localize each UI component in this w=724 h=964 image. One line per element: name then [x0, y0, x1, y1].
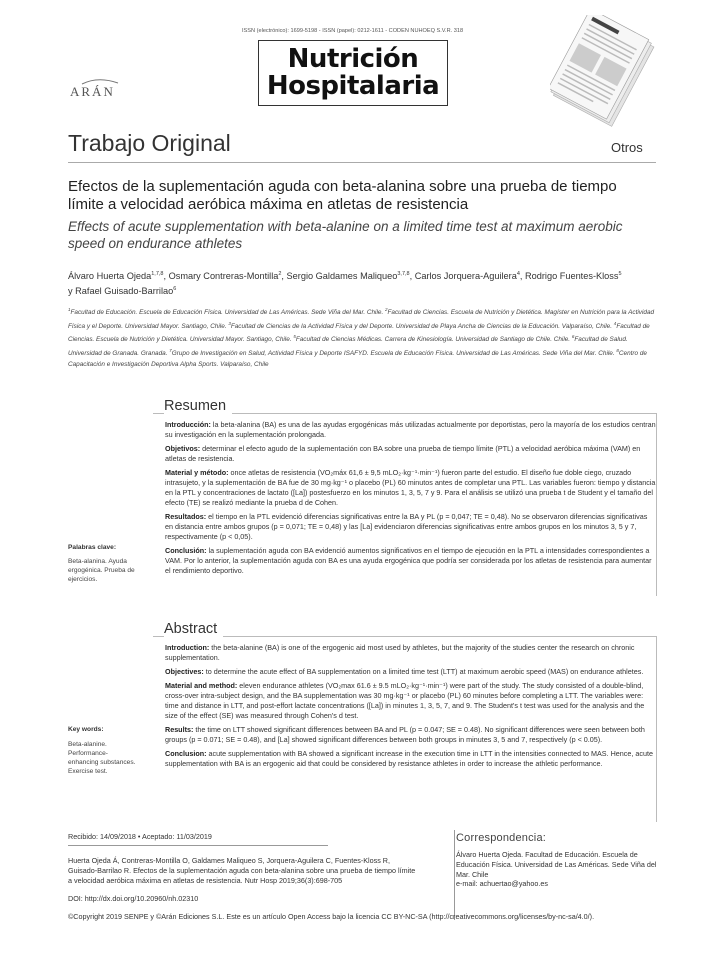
article-category: Otros [611, 140, 643, 155]
author-list: Álvaro Huerta Ojeda$^{1,7,8}$, Osmary Contreras-Montilla$^2$, Sergio Galdames Maliqueo$^{3,7,8}$, Carlos Jorquera-Aguilera$^4$, Rodrigo Fuentes-Kloss$^5$ y Rafael Guisado-Barrilao$^6$ [68, 271, 622, 297]
paragraph-text: acute supplementation with BA showed a significant increase in the execution time in LTT in the intensities connected to MAS. Hence, acute supplementation with BA is an ergogenic aid that could be considered by resistance athletes in order to increase the athletic performance. [165, 749, 653, 768]
paragraph-label: Conclusión: [165, 546, 207, 555]
resumen-heading: Resumen [164, 398, 232, 414]
journal-stack-thumbnail [550, 15, 660, 130]
abstract-body [165, 643, 657, 773]
citation: Huerta Ojeda Á, Contreras-Montilla O, Galdames Maliqueo S, Jorquera-Aguilera C, Fuentes-Kloss R, Guisado-Barrilao R. Efectos de la suplementación aguda con beta-alanina sobre una prueba de tiempo límite a velocidad aeróbica máxima en atletas de resistencia. Nutr Hosp 2019;36(3):698-705 [68, 856, 416, 885]
keywords-heading-en: Key words: [68, 726, 104, 733]
paragraph-text: the beta-alanine (BA) is one of the ergogenic aid most used by athletes, but the majority of the studies center the research on chronic supplementation. [165, 643, 635, 662]
correspondence-heading: Correspondencia: [456, 832, 547, 844]
affiliation-mark: 2 [385, 307, 388, 312]
paragraph-label: Introducción: [165, 420, 211, 429]
publisher-logo-text: ARÁN [70, 84, 115, 99]
journal-title-box [258, 40, 448, 106]
article-title-es: Efectos de la suplementación aguda con beta-alanina sobre una prueba de tiempo límite a velocidad aeróbica máxima en atletas de resistencia [68, 178, 617, 213]
paragraph-label: Objectives: [165, 667, 204, 676]
abstract-heading: Abstract [164, 621, 223, 637]
affiliation: Facultad de Educación. Escuela de Educación Física. Universidad de Las Américas. Sede Viña del Mar. Chile. [70, 309, 384, 317]
paragraph-text: the time on LTT showed significant differences between BA and PL (p = 0.047; SE = 0.48). No significant differences were seen between both groups (p = 0.071; SE = 0.48), and [La] showed significant differences between both groups in minutes 3, 5 and 7, respectively (p < 0.05). [165, 725, 645, 744]
paragraph-label: Introduction: [165, 643, 210, 652]
resumen-body [165, 420, 657, 580]
publisher-logo [68, 78, 132, 100]
abstract-paragraph [165, 667, 657, 677]
abstract-paragraph [165, 749, 657, 769]
affiliation-mark: 8 [616, 348, 619, 354]
abstract-paragraph [165, 681, 657, 721]
author-affiliation-mark: 1,7,8 [151, 271, 164, 277]
paragraph-label: Objetivos: [165, 444, 201, 453]
resumen-paragraph [165, 512, 657, 542]
correspondence-body [456, 850, 666, 889]
paragraph-text: determinar el efecto agudo de la suplementación con BA sobre una prueba de tiempo límite (PTL) a velocidad aeróbica máxima (VAM) en atletas de resistencia. [165, 444, 641, 463]
correspondence-email[interactable]: e-mail: achuertao@yahoo.es [456, 879, 548, 889]
author: Carlos Jorquera-Aguilera [414, 271, 517, 282]
affiliation-mark: 1 [68, 307, 71, 312]
affiliations [68, 305, 656, 370]
abstract-paragraph [165, 643, 657, 663]
author-affiliation-mark: 4 [516, 271, 520, 277]
author-affiliation-mark: 3,7,8 [397, 271, 410, 277]
paragraph-text: to determine the acute effect of BA supplementation on a limited time test (LTT) at maximum aerobic speed (MAS) on endurance athletes. [203, 667, 644, 676]
author-affiliation-mark: 2 [278, 271, 282, 277]
affiliation: Facultad de Ciencias de la Actividad Física y del Deporte. Universidad de Playa Ancha de Ciencias de la Educación. Valparaíso, Chile. [230, 322, 613, 330]
affiliation-mark: 3 [228, 320, 231, 326]
paragraph-text: el tiempo en la PTL evidenció diferencias significativas entre la BA y PL (p = 0,047; TE = 0,48). No se observaron diferencias significativas en distancia entre ambos grupos (p = 0,071; TE = 0,48) y las [La] evidenciaron diferencias significativas entre ambos grupos en los minutos 3, 5 y 7, respectivamente (p < 0,05). [165, 512, 648, 541]
author: Osmary Contreras-Montilla [168, 271, 279, 282]
footer-divider [68, 845, 328, 846]
doi-link[interactable]: DOI: http://dx.doi.org/10.20960/nh.02310 [68, 894, 199, 903]
author-affiliation-mark: 5 [618, 271, 622, 277]
resumen-paragraph [165, 546, 657, 576]
header-divider [68, 162, 656, 163]
author: Sergio Galdames Maliqueo [286, 271, 398, 282]
correspondence-address: Álvaro Huerta Ojeda. Facultad de Educación. Escuela de Educación Física. Universidad de Las Américas. Sede Viña del Mar. Chile [456, 850, 657, 879]
affiliation: Grupo de Investigación en Salud, Actividad Física y Deporte ISAFYD. Escuela de Educación Física. Universidad de Las Américas. Sede Viña del Mar. Chile. [171, 350, 615, 358]
paragraph-label: Material and method: [165, 681, 238, 690]
author: Rafael Guisado-Barrilao [75, 286, 174, 297]
affiliation: Centro de Capacitación e Investigación Deportiva Alpha Sports. Valparaíso, Chile [68, 350, 647, 368]
affiliation: Facultad de Ciencias. Escuela de Nutrición y Dietética. Universidad Mayor. Santiago, Chile. [68, 322, 650, 344]
affiliation-mark: 7 [169, 348, 172, 354]
affiliation: Facultad de Ciencias Médicas. Carrera de Kinesiología. Universidad de Santiago de Chile. Chile. [295, 336, 571, 344]
issn-line: ISSN (electrónico): 1699-5198 - ISSN (papel): 0212-1611 - CODEN NUHOEQ S.V.R. 318 [242, 28, 464, 34]
resumen-paragraph [165, 444, 657, 464]
author: Rodrigo Fuentes-Kloss [525, 271, 619, 282]
keywords-en: Beta-alanine. Performance-enhancing substances. Exercise test. [68, 741, 136, 775]
journal-title-line1: Nutrición [287, 44, 419, 74]
resumen-paragraph [165, 420, 657, 440]
paragraph-label: Results: [165, 725, 194, 734]
correspondence-divider [454, 830, 455, 920]
keywords-heading-es: Palabras clave: [68, 544, 117, 551]
paragraph-label: Material y método: [165, 468, 229, 477]
affiliation: Facultad de Ciencias. Escuela de Nutrición y Dietética. Magíster en Nutrición para la Actividad Física y el Deporte. Universidad Mayor. Santiago, Chile. [68, 309, 655, 330]
keywords-es: Beta-alanina. Ayuda ergogénica. Prueba de ejercicios. [68, 558, 135, 583]
affiliation-mark: 4 [613, 320, 617, 326]
journal-title-line2: Hospitalaria [266, 71, 440, 101]
copyright-notice: ©Copyright 2019 SENPE y ©Arán Ediciones S.L. Este es un artículo Open Access bajo la licencia CC BY-NC-SA (http://creativecommons.org/licenses/by-nc-sa/4.0/). [68, 912, 595, 921]
affiliation: Facultad de Salud. Universidad de Granada. Granada. [68, 336, 628, 358]
resumen-paragraph [165, 468, 657, 508]
affiliation-mark: 5 [293, 334, 296, 340]
received-accepted-dates: Recibido: 14/09/2018 • Aceptado: 11/03/2019 [68, 832, 212, 841]
author-affiliation-mark: 6 [173, 286, 177, 293]
section-type: Trabajo Original [68, 130, 231, 156]
affiliation-mark: 6 [571, 334, 575, 340]
paragraph-label: Conclusion: [165, 749, 207, 758]
paragraph-text: la suplementación aguda con BA evidenció aumentos significativos en el tiempo de ejecución en la PTL a intensidades correspondientes a VAM. Por lo anterior, la suplementación aguda con BA es una ayuda ergogénica que podría ser considerada por los atletas de resistencia para aumentar el rendimiento deportivo. [165, 546, 652, 575]
article-title-en: Effects of acute supplementation with beta-alanine on a limited time test at maximum aerobic speed on endurance athletes [68, 219, 623, 251]
paragraph-text: once atletas de resistencia (VO₂máx 61,6 ± 9,5 mLO₂·kg⁻¹·min⁻¹) fueron parte del estudio. El diseño fue doble ciego, cruzado intrasujeto, y la suplementación de BA fue de 30 mg·kg⁻¹ o placebo (PL) 60 minutos antes de completar una PTL. Las variables fueron: tiempo y distancia en la PTL y concentraciones de lactato ([La]) postesfuerzo en los minutos 1, 3, 5, 7 y 9. Para el análisis se utilizó una prueba t de Student y el tamaño del efecto (TE) se realizó mediante la prueba d de Cohen. [165, 468, 656, 507]
paragraph-text: eleven endurance athletes (VO₂max 61.6 ± 9.5 mLO₂·kg⁻¹·min⁻¹) were part of the study. The study consisted of a double-blind, cross-over intra-subject design, and the BA supplementation was 30 mg·kg⁻¹ or placebo (PL) 60 minutes before completing a LTT. The variables were: time and distance in LTT, and post-effort lactate concentrations ([La]) in minutes 1, 3, 5, 7, and 9. The Student's t test was used for the analysis and the size of the effect (SE) was measured through Cohen's d test. [165, 681, 645, 720]
paragraph-label: Resultados: [165, 512, 207, 521]
paragraph-text: la beta-alanina (BA) es una de las ayudas ergogénicas más utilizadas actualmente por deportistas, pero la mayoría de los estudios centran su investigación en la suplementación prolongada. [165, 420, 656, 439]
abstract-paragraph [165, 725, 657, 745]
author: Álvaro Huerta Ojeda [68, 271, 152, 282]
